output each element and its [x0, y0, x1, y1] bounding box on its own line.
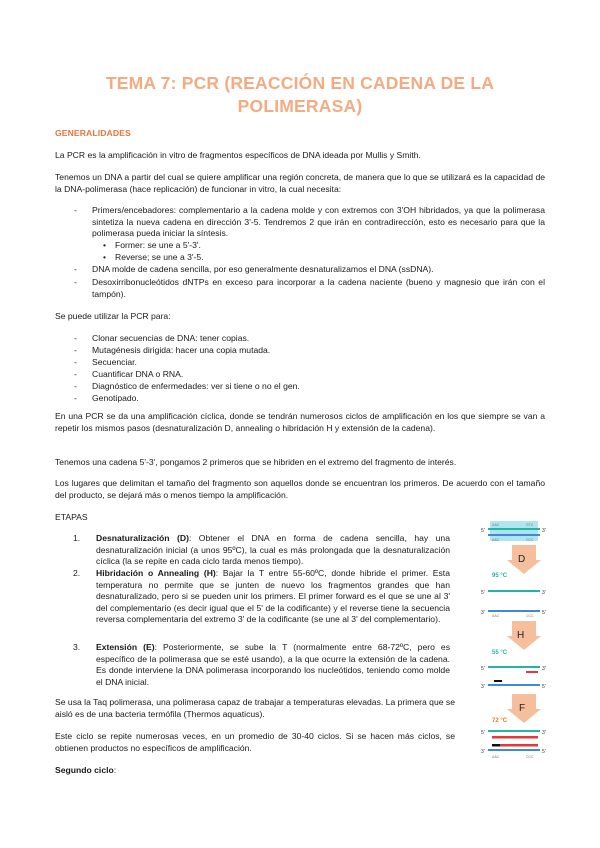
- step-d-label: D: [518, 554, 526, 565]
- paragraph-definition: La PCR es la amplificación in vitro de fragmentos específicos de DNA ideada por Mullis y Smith.: [55, 150, 421, 160]
- end-label: 5': [542, 749, 546, 755]
- ss-bottom-strand: [488, 610, 540, 612]
- etapa-name: Hibridación o Annealing (H): [96, 568, 216, 578]
- paragraph-cyclic: En una PCR se da una amplificación cíclica, donde se tendrán numerosos ciclos de amplificación en los que siempre se van a repetir los mismos pasos (desnaturalización D, annealing o hibridación H y extensión de la cadena).: [55, 411, 545, 433]
- primer-forward: [494, 680, 502, 682]
- dash-marker: -: [74, 277, 77, 287]
- bullet-marker: •: [103, 252, 107, 262]
- seq-label: AAC: [492, 538, 500, 542]
- paragraph-uses-intro: Se puede utilizar la PCR para:: [55, 311, 171, 321]
- list-item-dntps: [74, 277, 545, 300]
- pcr-cycle-diagram: [478, 518, 550, 762]
- sub-list-item-text: Reverse; se une a 3'-5.: [115, 252, 204, 262]
- seq-label: CCC: [526, 755, 534, 759]
- dash-marker: -: [74, 205, 77, 215]
- end-label: 3': [542, 528, 546, 534]
- list-item-use-5: [74, 381, 300, 393]
- etapa-item-3: [73, 642, 450, 688]
- anneal-top-strand: [488, 666, 540, 668]
- anneal-bottom-strand: [488, 684, 540, 686]
- list-item-use-4: [74, 369, 184, 381]
- step-h-label: H: [517, 630, 525, 641]
- end-label: 3': [481, 749, 485, 755]
- list-item-use-6: [74, 393, 139, 405]
- list-item-text: Genotipado.: [92, 393, 139, 403]
- etapa-number: 1.: [73, 533, 81, 543]
- seq-label: AAC: [492, 523, 500, 527]
- page-title: TEMA 7: PCR (REACCIÓN EN CADENA DE LA POLIMERASA): [105, 73, 495, 116]
- etapa-name: Desnaturalización (D): [96, 533, 189, 543]
- etapa-text: [96, 642, 450, 688]
- list-item-text: Mutagénesis dirigida: hacer una copia mutada.: [92, 345, 271, 355]
- temp-72-label: 72 °C: [492, 718, 508, 724]
- primer-reverse: [526, 671, 538, 673]
- list-item-text: Secuenciar.: [92, 357, 137, 367]
- segundo-ciclo-label: Segundo ciclo: [55, 765, 114, 775]
- ext-top-strand: [488, 730, 540, 732]
- etapa-item-2: [73, 568, 450, 626]
- end-label: 5': [542, 610, 546, 616]
- section-heading-generalidades: GENERALIDADES: [55, 128, 131, 138]
- etapa-description: : Obtener el DNA en forma de cadena sencilla, hay una desnaturalización inicial (a unos 95ºC), la cual es más prolongada que la desnaturalización cíclica (la se repite en cada ciclo tarda menos tiempo).: [96, 533, 450, 567]
- etapa-number: 2.: [73, 568, 81, 578]
- segundo-ciclo-colon: :: [113, 765, 117, 775]
- end-label: 5': [542, 684, 546, 690]
- ext-new-strand-top: [492, 736, 538, 739]
- etapa-text: [96, 568, 450, 626]
- etapa-number: 3.: [73, 642, 81, 652]
- sub-list-item-reverse: [103, 252, 204, 264]
- ext-primer: [492, 744, 500, 747]
- dash-marker: -: [74, 345, 77, 355]
- etapa-description: : Posteriormente, se sube la T (normalmente entre 68-72ºC, pero es específico de la polimerasa que se esté usando), a la que ocurre la extensión de la cadena. Es donde interviene la DNA polimerasa incorporando los nucleótidos, teniendo como molde el DNA inicial.: [96, 642, 450, 687]
- step-f-label: F: [519, 703, 526, 714]
- end-label: 3': [481, 684, 485, 690]
- dash-marker: -: [74, 393, 77, 403]
- dsdna-top-strand: [488, 528, 540, 530]
- end-label: 3': [542, 590, 546, 596]
- list-item-use-2: [74, 345, 271, 357]
- seq-label: CCC: [526, 614, 534, 618]
- ext-bottom-strand: [488, 749, 540, 751]
- seq-label: AAC: [492, 614, 500, 618]
- list-item-dna-molde: [74, 264, 545, 276]
- temp-55-label: 55 °C: [492, 650, 508, 656]
- list-item-use-1: [74, 333, 250, 345]
- heading-segundo-ciclo: [55, 765, 116, 777]
- list-item-text: Diagnóstico de enfermedades: ver si tiene o no el gen.: [92, 381, 300, 391]
- etapa-item-1: [73, 533, 450, 568]
- ss-top-strand: [488, 590, 540, 592]
- dash-marker: -: [74, 264, 77, 274]
- list-item-text: DNA molde de cadena sencilla, por eso generalmente desnaturalizamos el DNA (ssDNA).: [92, 264, 434, 274]
- seq-label: GTC: [526, 523, 534, 527]
- list-item-text: Clonar secuencias de DNA: tener copias.: [92, 333, 250, 343]
- end-label: 3': [542, 666, 546, 672]
- dash-marker: -: [74, 333, 77, 343]
- seq-label: AAC: [492, 755, 500, 759]
- list-item-use-3: [74, 357, 137, 369]
- sub-list-item-former: [103, 240, 201, 252]
- end-label: 5': [481, 590, 485, 596]
- bullet-marker: •: [103, 240, 107, 250]
- paragraph-cycles: Este ciclo se repite numerosas veces, en un promedio de 30-40 ciclos. Si se hacen más ciclos, se obtienen productos no específicos de amplificación.: [55, 731, 455, 753]
- dash-marker: -: [74, 381, 77, 391]
- seq-label: CCC: [526, 538, 534, 542]
- dsdna-bottom-strand: [488, 534, 540, 536]
- end-label: 3': [481, 610, 485, 616]
- end-label: 5': [481, 666, 485, 672]
- paragraph-taq: Se usa la Taq polimerasa, una polimerasa capaz de trabajar a temperaturas elevadas. La primera que se aisló es de una bacteria termófila (Thermos aquaticus).: [55, 697, 455, 719]
- dash-marker: -: [74, 369, 77, 379]
- etapa-text: [96, 533, 450, 568]
- section-heading-etapas: ETAPAS: [55, 512, 88, 522]
- paragraph-primers: Tenemos una cadena 5'-3', pongamos 2 primeros que se hibriden en el extremo del fragmento de interés.: [55, 457, 457, 467]
- end-label: 5': [481, 730, 485, 736]
- end-label: 3': [542, 730, 546, 736]
- end-label: 5': [481, 528, 485, 534]
- temp-95-label: 95 °C: [492, 573, 508, 579]
- etapa-name: Extensión (E): [96, 642, 155, 652]
- etapa-description: : Bajar la T entre 55-60ºC, donde hibride el primer. Esta temperatura no permite que se junten de nuevo los fragmentos grandes que han desnaturalizado, pero si se pueden unir los primers. El primer forward es el que se une al 3' del complementario (es decir igual que el 5' de la codificante) y el reverse tiene la secuencia reversa complementaria del extremo 3' de la codificante (se une al 3' del complementario).: [96, 568, 450, 625]
- paragraph-fragment-size: Los lugares que delimitan el tamaño del fragmento son aquellos donde se encuentran los primeros. De acuerdo con el tamaño del producto, se dejará más o menos tiempo la amplificación.: [55, 478, 545, 500]
- sub-list-item-text: Former: se une a 5'-3'.: [115, 240, 201, 250]
- list-item-text: Desoxirribonucleótidos dNTPs en exceso para incorporar a la cadena naciente (bueno y magnesio que irán con el tampón).: [92, 277, 545, 299]
- dash-marker: -: [74, 357, 77, 367]
- list-item-primers: [74, 205, 545, 240]
- list-item-text: Primers/encebadores: complementario a la cadena molde y con extremos con 3'OH hibridados, ya que la polimerasa sintetiza la nueva cadena en dirección 3'-5. Tendremos 2 que irán en contradirección, esto es necesario para que la polimerasa pueda iniciar la síntesis.: [92, 205, 545, 239]
- paragraph-intro: Tenemos un DNA a partir del cual se quiere amplificar una región concreta, de manera que lo que se utilizará es la capacidad de la DNA-polimerasa (hace replicación) de funcionar in vitro, la cual necesita:: [55, 172, 545, 194]
- list-item-text: Cuantificar DNA o RNA.: [92, 369, 184, 379]
